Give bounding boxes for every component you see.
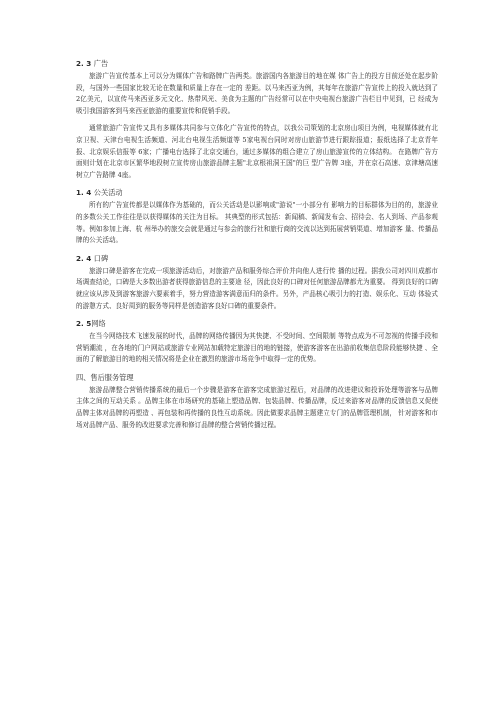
section-heading (76, 318, 438, 329)
section-number: 1. 4 (76, 188, 92, 198)
section-heading (76, 253, 438, 264)
section-number: 2. 4 (76, 253, 92, 263)
section-public-relations (76, 187, 438, 246)
paragraph: 旅游广告宣传基本上可以分为媒体广告和路牌广告两类。旅游国内各旅游目的地在媒 体广告上的投方目前还处在起步阶段，与国外一些国家比较无论在数量和质量上存在一定的 差距。以马来西亚为例，其每年在旅游广告宣传上的投入就达到了 2亿美元，以宣传马来西亚多元文化、热带风光、美食为主题的广告经常可以在中央电视台旅游广告栏目中见到，已 经成为吸引我国游客到马来西亚旅游的重要宣传和促销手段。 (76, 72, 438, 115)
section-heading (76, 372, 438, 383)
paragraph: 旅游品牌整合营销传播系统的最后一个步骤是游客在游客完成旅游过程后，对品牌的改进建议和投诉处理等游客与品牌主体之间的互动关系 。品牌主体在市场研究的基础上塑造品牌、包装品牌、传播品牌，反过来游客对品牌的反馈信息又促使品牌主体对品牌的再塑造 、再包装和再传播的良性互动系统。因此做要求品牌主题建立专门的品牌管理机制， 针对游客和市场对品牌产品、服务的改进要求完善和修订品牌的整合营销传播过程。 (76, 385, 438, 429)
section-title: 口碑 (93, 253, 109, 263)
section-number: 四、 (76, 372, 91, 382)
section-title: 售后服务管理 (90, 372, 134, 382)
section-number: 2. 3 (76, 59, 92, 68)
document-page (76, 58, 438, 437)
section-title: 网络 (91, 319, 106, 329)
section-title: 公关活动 (93, 188, 123, 198)
paragraph: 通常旅游广告宣传又具有多媒体共同参与立体化广告宣传的特点，以我公司策划的北京房山项目为例，电视媒体就有北京卫视、天津台电视生活频道、河北台电视生活频道等 5家电视台同时对房山旅游节进行跟踪报道；报纸选择了北京青年报、北京娱乐信报等 6家；广播电台选择了北京交通台，通过多媒体的组合建立了房山旅游宣传的立体结构。 在路牌广告方面则计划在北京市区繁华地段树立宣传房山旅游品牌主题"北京根祖洞王国"的巨 型广告牌 3座，并在京石高速、京津塘高速树立广告路牌 4座。 (76, 124, 438, 179)
section-heading (76, 187, 438, 198)
paragraph: 所有的广告宣传都是以媒体作为基础的，而公关活动是以影响或"游说"一小部分有 影响力的目标群体为目的的，旅游业的多数公关工作往往是以获得媒体的关注为目标。 其典型的形式包括：新闻稿、新闻发布会、招待会、名人到场、产品参观等。例如参加上海、杭 州举办的旅交会就是通过与参会的旅行社和旅行商的交流以达到拓展营销渠道、增加游客 量、传播品牌的公关活动。 (76, 201, 438, 245)
section-title: 广告 (93, 59, 109, 68)
section-heading (76, 58, 438, 69)
section-number: 2. 5 (76, 319, 92, 329)
section-advertising (76, 58, 438, 181)
section-word-of-mouth (76, 253, 438, 312)
section-network (76, 318, 438, 366)
paragraph: 旅游口碑是游客在完成一项旅游活动后，对旅游产品和服务综合评价并向他人进行传 播的过程。据我公司对四川成都市场调查结论，口碑是大多数出游者获得旅游信息的主要途 径，因此良好的口碑对任何旅游品牌都尤为重要。 得到良好的口碑就应该从涉及到游客旅游六要素着手，努力营造游客满意而归的条件。另外，产品核心吸引力的打造、娱乐化、互动 体验式的游憩方式、良好周到的服务等同样是创造游客良好口碑的重要条件。 (76, 266, 438, 310)
section-after-sales (76, 372, 438, 431)
paragraph: 在当今网络技术飞速发展的时代，品牌的网络传播因为其快捷、不受时间、空间限制 等特点成为不可忽视的传播手段和营销潮流 ，在各地的门户网站或旅游专业网站加载特定旅游目的地的链接，使游客游客在出游前收集信息阶段能够快捷 、全面的了解旅游目的地的相关情况将是企业在激烈的旅游市场竞争中取得一定的优势。 (76, 332, 438, 364)
